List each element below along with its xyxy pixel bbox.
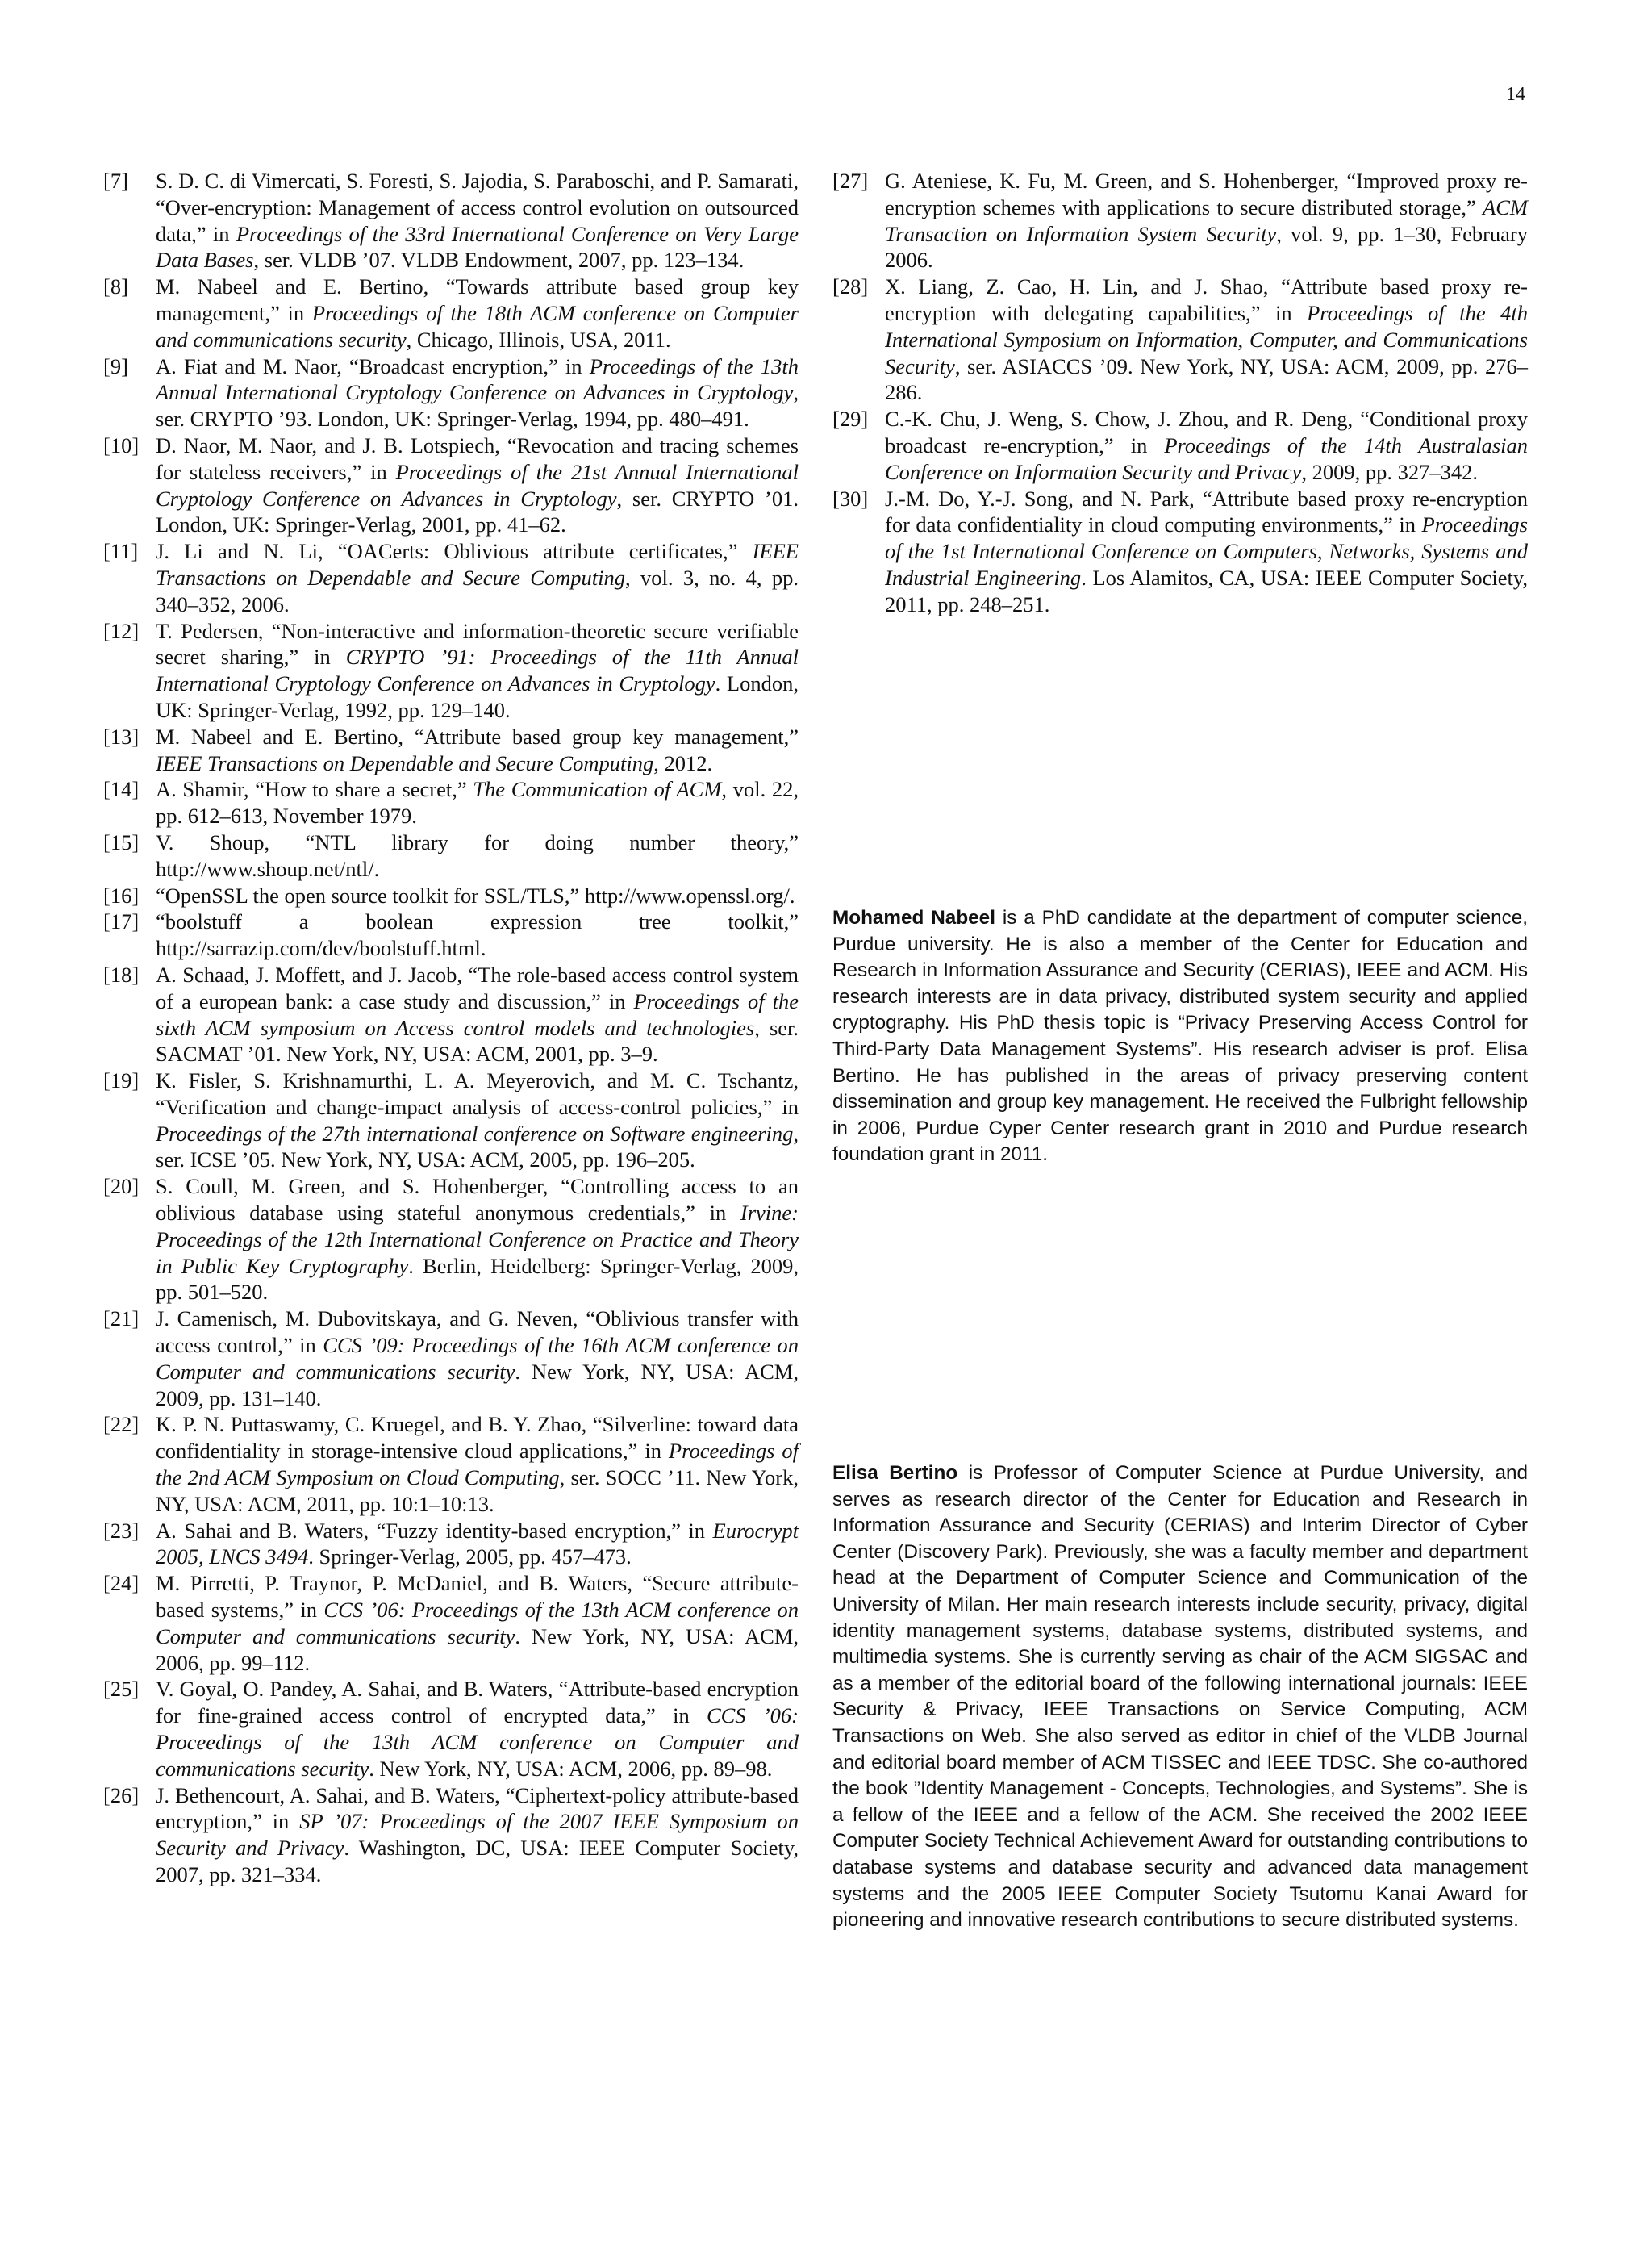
reference-item bbox=[103, 618, 799, 724]
reference-text: , 2009, pp. 327–342. bbox=[1301, 459, 1478, 484]
reference-number: [27] bbox=[832, 169, 869, 193]
reference-number: [8] bbox=[103, 274, 128, 299]
reference-text: A. Shamir, “How to share a secret,” bbox=[156, 777, 473, 802]
reference-venue: Proceedings of the sixth ACM symposium on Access control models and technologies bbox=[156, 988, 799, 1040]
reference-venue: Proceedings of the 33rd International Conference on Very Large Data Bases bbox=[156, 221, 799, 273]
reference-number: [26] bbox=[103, 1782, 140, 1807]
reference-text: S. D. C. di Vimercati, S. Foresti, S. Jajodia, S. Paraboschi, and P. Samarati, “Over-encryption: Management of access control evolution on outsourced data,” in bbox=[156, 169, 799, 246]
reference-number: [16] bbox=[103, 883, 140, 908]
reference-number: [14] bbox=[103, 777, 140, 802]
reference-venue: ACM Transaction on Information System Security bbox=[885, 194, 1528, 246]
reference-item bbox=[103, 776, 799, 829]
reference-text: . London, UK: Springer-Verlag, 1992, pp. 129–140. bbox=[156, 671, 799, 722]
reference-venue: CCS ’06: Proceedings of the 13th ACM conference on Computer and communications security bbox=[156, 1703, 799, 1781]
reference-item bbox=[103, 1570, 799, 1676]
reference-venue: Proceedings of the 18th ACM conference on Computer and communications security bbox=[156, 300, 799, 352]
reference-item bbox=[103, 1306, 799, 1411]
reference-venue: Proceedings of the 1st International Conference on Computers, Networks, Systems and Industrial Engineering bbox=[885, 512, 1528, 590]
reference-item bbox=[103, 724, 799, 777]
reference-text: , ser. CRYPTO ’93. London, UK: Springer-Verlag, 1994, pp. 480–491. bbox=[156, 380, 799, 432]
reference-text: , ser. SOCC ’11. New York, NY, USA: ACM, 2011, pp. 10:1–10:13. bbox=[156, 1465, 799, 1516]
reference-item bbox=[103, 829, 799, 883]
reference-number: [19] bbox=[103, 1068, 140, 1093]
reference-text: , vol. 3, no. 4, pp. 340–352, 2006. bbox=[156, 565, 799, 616]
reference-item bbox=[103, 538, 799, 617]
reference-text: . New York, NY, USA: ACM, 2006, pp. 89–98. bbox=[369, 1756, 773, 1781]
reference-venue: Proceedings of the 13th Annual International Cryptology Conference on Advances in Cryptology bbox=[156, 353, 799, 405]
reference-text: V. Shoup, “NTL library for doing number theory,” http://www.shoup.net/ntl/. bbox=[156, 829, 799, 881]
reference-item bbox=[103, 1173, 799, 1306]
reference-text: . New York, NY, USA: ACM, 2009, pp. 131–140. bbox=[156, 1359, 799, 1410]
reference-text: A. Sahai and B. Waters, “Fuzzy identity-based encryption,” in bbox=[156, 1518, 713, 1543]
reference-text: . Washington, DC, USA: IEEE Computer Society, 2007, pp. 321–334. bbox=[156, 1836, 799, 1886]
reference-text: K. P. N. Puttaswamy, C. Kruegel, and B. Y. Zhao, “Silverline: toward data confidentiality in storage-intensive cloud applications,” in bbox=[156, 1412, 799, 1464]
reference-number: [7] bbox=[103, 169, 128, 193]
reference-text: M. Pirretti, P. Traynor, P. McDaniel, and B. Waters, “Secure attribute-based systems,” in bbox=[156, 1571, 799, 1623]
reference-item bbox=[832, 406, 1528, 485]
reference-text: G. Ateniese, K. Fu, M. Green, and S. Hohenberger, “Improved proxy re-encryption schemes with applications to secure distributed storage,” bbox=[885, 169, 1528, 219]
reference-venue: CRYPTO ’91: Proceedings of the 11th Annual International Cryptology Conference on Advances in Cryptology bbox=[156, 645, 799, 696]
reference-text: J. Bethencourt, A. Sahai, and B. Waters, “Ciphertext-policy attribute-based encryption,” in bbox=[156, 1782, 799, 1834]
reference-text: A. Schaad, J. Moffett, and J. Jacob, “The role-based access control system of a european bank: a case study and discussion,” in bbox=[156, 962, 799, 1013]
reference-number: [15] bbox=[103, 829, 140, 854]
reference-text: T. Pedersen, “Non-interactive and information-theoretic secure verifiable secret sharing,” in bbox=[156, 618, 799, 670]
references-column-right bbox=[832, 168, 1528, 618]
reference-text: M. Nabeel and E. Bertino, “Attribute based group key management,” bbox=[156, 724, 799, 749]
reference-item bbox=[103, 432, 799, 538]
reference-venue: Irvine: Proceedings of the 12th International Conference on Practice and Theory in Public Key Cryptography bbox=[156, 1201, 799, 1278]
author-name: Elisa Bertino bbox=[832, 1462, 958, 1484]
reference-venue: CCS ’09: Proceedings of the 16th ACM conference on Computer and communications security bbox=[156, 1333, 799, 1384]
author-bio-bertino bbox=[832, 1460, 1528, 1934]
reference-text: J. Li and N. Li, “OACerts: Oblivious attribute certificates,” bbox=[156, 539, 753, 564]
reference-text: M. Nabeel and E. Bertino, “Towards attribute based group key management,” in bbox=[156, 274, 799, 325]
reference-venue: CCS ’06: Proceedings of the 13th ACM conference on Computer and communications security bbox=[156, 1598, 799, 1648]
reference-item bbox=[103, 1782, 799, 1888]
reference-number: [28] bbox=[832, 274, 869, 299]
reference-venue: Eurocrypt 2005, LNCS 3494 bbox=[156, 1518, 799, 1569]
references-column-left bbox=[103, 168, 799, 1888]
reference-text: “OpenSSL the open source toolkit for SSL/TLS,” http://www.openssl.org/. bbox=[156, 883, 795, 908]
reference-number: [20] bbox=[103, 1174, 140, 1199]
reference-text: , ser. ICSE ’05. New York, NY, USA: ACM, 2005, pp. 196–205. bbox=[156, 1121, 799, 1172]
reference-text: , 2012. bbox=[653, 750, 713, 775]
reference-number: [29] bbox=[832, 407, 869, 432]
reference-number: [11] bbox=[103, 539, 139, 564]
reference-text: V. Goyal, O. Pandey, A. Sahai, and B. Waters, “Attribute-based encryption for fine-grained access control of encrypted data,” in bbox=[156, 1677, 799, 1728]
reference-text: , Chicago, Illinois, USA, 2011. bbox=[406, 327, 671, 352]
reference-number: [18] bbox=[103, 962, 140, 987]
author-name: Mohamed Nabeel bbox=[832, 907, 995, 929]
reference-text: , vol. 9, pp. 1–30, February 2006. bbox=[885, 221, 1528, 273]
reference-venue: Proceedings of the 21st Annual International Cryptology Conference on Advances in Cryptology bbox=[156, 459, 799, 511]
reference-text: D. Naor, M. Naor, and J. B. Lotspiech, “Revocation and tracing schemes for stateless receivers,” in bbox=[156, 432, 799, 484]
reference-text: , ser. ASIACCS ’09. New York, NY, USA: ACM, 2009, pp. 276–286. bbox=[885, 353, 1528, 405]
reference-number: [30] bbox=[832, 486, 869, 511]
reference-text: K. Fisler, S. Krishnamurthi, L. A. Meyerovich, and M. C. Tschantz, “Verification and change-impact analysis of access-control policies,” in bbox=[156, 1068, 799, 1119]
author-bio-text: is a PhD candidate at the department of computer science, Purdue university. He is also a member of the Center for Education and Research in Information Assurance and Security (CERIAS), IEEE and ACM. His research interests are in data privacy, distributed system security and applied cryptography. His PhD thesis topic is “Privacy Preserving Access Control for Third-Party Data Management Systems”. His research adviser is prof. Elisa Bertino. He has published in the areas of privacy preserving content dissemination and group key management. He received the Fulbright fellowship in 2006, Purdue Cyper Center research grant in 2010 and Purdue research foundation grant in 2011. bbox=[832, 907, 1529, 1166]
reference-number: [9] bbox=[103, 353, 128, 378]
reference-text: X. Liang, Z. Cao, H. Lin, and J. Shao, “Attribute based proxy re-encryption with delegating capabilities,” in bbox=[885, 274, 1528, 325]
reference-number: [12] bbox=[103, 618, 140, 643]
reference-venue: Proceedings of the 14th Australasian Conference on Information Security and Privacy bbox=[885, 432, 1528, 484]
reference-text: C.-K. Chu, J. Weng, S. Chow, J. Zhou, and R. Deng, “Conditional proxy broadcast re-encryption,” in bbox=[885, 407, 1528, 457]
reference-text: “boolstuff a boolean expression tree toolkit,” http://sarrazip.com/dev/boolstuff.html. bbox=[156, 909, 799, 961]
reference-text: , ser. SACMAT ’01. New York, NY, USA: ACM, 2001, pp. 3–9. bbox=[156, 1015, 799, 1067]
author-bio-text: is Professor of Computer Science at Purdue University, and serves as research director of the Center for Education and Research in Information Assurance and Security (CERIAS) and Interim Director of Cyber Center (Discovery Park). Previously, she was a faculty member and department head at the Department of Computer Science and Communication of the University of Milan. Her main research interests include security, privacy, digital identity management systems, database systems, distributed systems, and multimedia systems. She is currently serving as chair of the ACM SIGSAC and as a member of the editorial board of the following international journals: IEEE Security & Privacy, IEEE Transactions on Service Computing, ACM Transactions on Web. She also served as editor in chief of the VLDB Journal and editorial board member of ACM TISSEC and IEEE TDSC. She co-authored the book ”Identity Management - Concepts, Technologies, and Systems”. She is a fellow of the IEEE and a fellow of the ACM. She received the 2002 IEEE Computer Society Technical Achievement Award for outstanding contributions to database systems and database security and advanced data management systems and the 2005 IEEE Computer Society Tsutomu Kanai Award for pioneering and innovative research contributions to secure distributed systems. bbox=[832, 1462, 1528, 1932]
reference-venue: SP ’07: Proceedings of the 2007 IEEE Symposium on Security and Privacy bbox=[156, 1809, 799, 1861]
reference-text: , ser. VLDB ’07. VLDB Endowment, 2007, pp. 123–134. bbox=[253, 248, 745, 273]
reference-item bbox=[103, 353, 799, 432]
reference-text: J. Camenisch, M. Dubovitskaya, and G. Neven, “Oblivious transfer with access control,” in bbox=[156, 1306, 799, 1358]
reference-venue: Proceedings of the 2nd ACM Symposium on Cloud Computing bbox=[156, 1439, 799, 1490]
reference-number: [25] bbox=[103, 1677, 140, 1702]
reference-number: [22] bbox=[103, 1412, 140, 1437]
reference-venue: Proceedings of the 27th international conference on Software engineering bbox=[156, 1121, 794, 1146]
reference-item bbox=[103, 168, 799, 274]
reference-text: J.-M. Do, Y.-J. Song, and N. Park, “Attribute based proxy re-encryption for data confidentiality in cloud computing environments,” in bbox=[885, 486, 1528, 537]
reference-text: , vol. 22, pp. 612–613, November 1979. bbox=[156, 777, 799, 829]
reference-text: . Springer-Verlag, 2005, pp. 457–473. bbox=[308, 1544, 632, 1569]
reference-venue: IEEE Transactions on Dependable and Secure Computing bbox=[156, 750, 654, 775]
reference-text: . New York, NY, USA: ACM, 2006, pp. 99–112. bbox=[156, 1623, 799, 1675]
reference-text: . Berlin, Heidelberg: Springer-Verlag, 2009, pp. 501–520. bbox=[156, 1253, 799, 1305]
reference-number: [10] bbox=[103, 432, 140, 457]
reference-text: . Los Alamitos, CA, USA: IEEE Computer Society, 2011, pp. 248–251. bbox=[885, 565, 1528, 616]
reference-item bbox=[103, 1676, 799, 1782]
reference-number: [23] bbox=[103, 1518, 140, 1543]
reference-number: [21] bbox=[103, 1306, 140, 1331]
reference-item bbox=[832, 274, 1528, 406]
reference-number: [13] bbox=[103, 724, 140, 749]
page-number: 14 bbox=[1506, 84, 1525, 105]
reference-number: [17] bbox=[103, 909, 140, 934]
reference-item bbox=[103, 909, 799, 962]
reference-item bbox=[103, 1067, 799, 1173]
reference-text: S. Coull, M. Green, and S. Hohenberger, “Controlling access to an oblivious database using stateful anonymous credentials,” in bbox=[156, 1174, 799, 1226]
reference-text: , ser. CRYPTO ’01. London, UK: Springer-Verlag, 2001, pp. 41–62. bbox=[156, 486, 799, 537]
reference-venue: IEEE Transactions on Dependable and Secure Computing bbox=[156, 539, 799, 590]
reference-venue: The Communication of ACM bbox=[473, 777, 722, 802]
reference-item bbox=[103, 1518, 799, 1571]
reference-item bbox=[103, 962, 799, 1067]
reference-number: [24] bbox=[103, 1571, 140, 1596]
reference-item bbox=[103, 883, 799, 909]
reference-item bbox=[103, 1411, 799, 1517]
reference-venue: Proceedings of the 4th International Symposium on Information, Computer, and Communications Security bbox=[885, 300, 1529, 378]
reference-item bbox=[832, 168, 1528, 274]
author-bio-nabeel bbox=[832, 905, 1528, 1168]
reference-item bbox=[103, 274, 799, 353]
reference-item bbox=[832, 486, 1528, 618]
reference-text: A. Fiat and M. Naor, “Broadcast encryption,” in bbox=[156, 353, 590, 378]
